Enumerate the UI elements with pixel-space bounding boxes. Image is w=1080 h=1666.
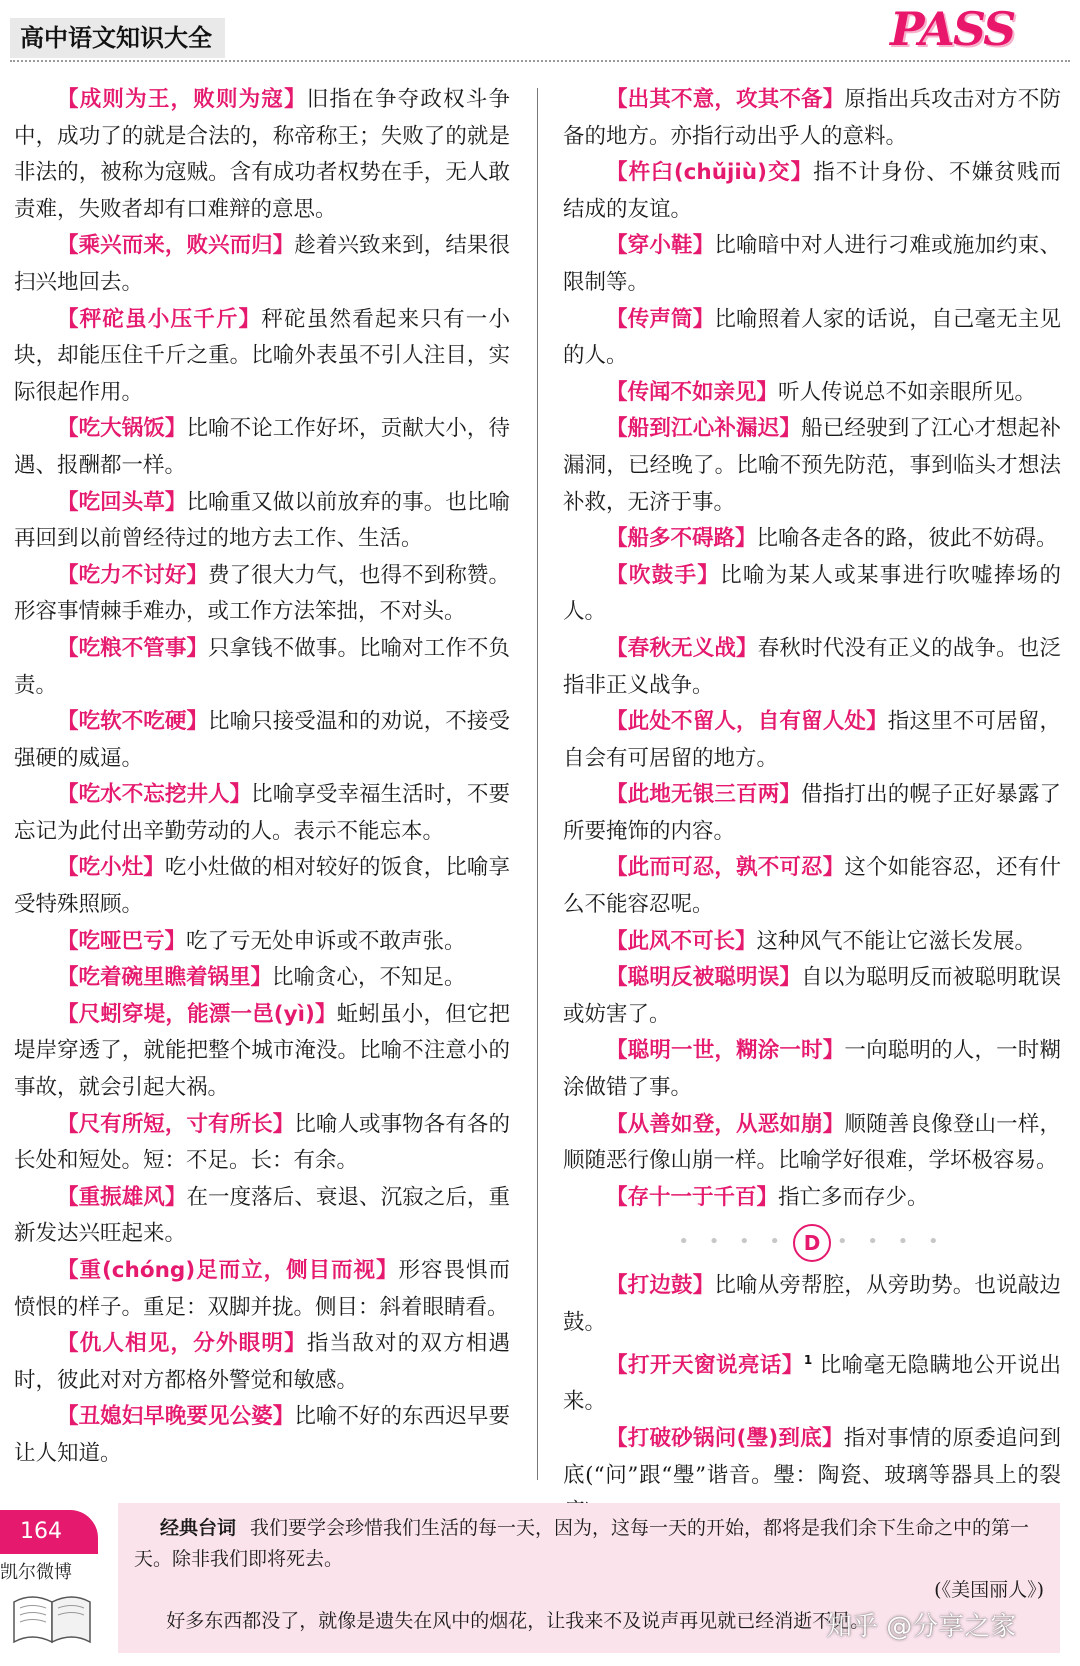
column-divider xyxy=(537,88,538,1480)
entry-term: 【尺蚓穿堤，能漂一邑(yì)】 xyxy=(57,1001,337,1027)
entry-term: 【此而可忍，孰不可忍】 xyxy=(606,855,845,881)
entry xyxy=(563,1268,1061,1341)
entry xyxy=(14,1253,510,1326)
quote-label: 经典台词 xyxy=(160,1517,237,1539)
entry xyxy=(14,82,510,228)
entry-term: 【从善如登，从恶如崩】 xyxy=(606,1111,845,1137)
entry-term: 【吃粮不管事】 xyxy=(57,635,209,661)
entry xyxy=(563,1033,1061,1106)
entry-term: 【重(chóng)足而立，侧目而视】 xyxy=(57,1258,399,1283)
pass-logo: PASS xyxy=(890,2,1015,56)
entry xyxy=(563,924,1061,961)
entry-term: 【船多不碍路】 xyxy=(606,526,757,552)
section-letter: D xyxy=(793,1224,831,1262)
entry-definition: 指不计身份、不嫌贫贱而结成的友谊。 xyxy=(563,160,1061,222)
page-header xyxy=(0,0,1080,62)
entry-term: 【出其不意，攻其不备】 xyxy=(606,87,845,112)
entry-term: 【吃回头草】 xyxy=(57,489,187,515)
entry-definition: 借指打出的幌子正好暴露了所要掩饰的内容。 xyxy=(563,782,1061,844)
watermark: 知乎 @分享之家 xyxy=(826,1612,1017,1642)
entry-term: 【穿小鞋】 xyxy=(606,233,715,259)
entry xyxy=(14,228,510,301)
entry-term: 【吃哑巴亏】 xyxy=(57,928,187,954)
entry-definition: 这种风气不能让它滋长发展。 xyxy=(756,928,1037,954)
entry xyxy=(14,960,510,997)
entry-term: 【船到江心补漏迟】 xyxy=(606,416,802,442)
book-title: 高中语文知识大全 xyxy=(10,18,225,58)
entry-definition: 比喻享受幸福生活时，不要忘记为此付出辛勤劳动的人。表示不能忘本。 xyxy=(14,782,510,844)
entry xyxy=(14,777,510,850)
entry-term-text: 【打开天窗说亮话】 xyxy=(606,1352,804,1378)
entry-term: 【秤砣虽小压千斤】 xyxy=(57,306,262,332)
entry xyxy=(14,1107,510,1180)
entry-definition: 一向聪明的人，一时糊涂做错了事。 xyxy=(563,1038,1061,1101)
entry-term: 【传闻不如亲见】 xyxy=(606,379,779,405)
entry-term: 【乘兴而来，败兴而归】 xyxy=(57,233,295,259)
entry xyxy=(563,155,1061,228)
entry-definition: 听人传说总不如亲眼所见。 xyxy=(778,379,1037,405)
entry-definition: 吃小灶做的相对较好的饭食，比喻享受特殊照顾。 xyxy=(14,855,510,918)
entry xyxy=(14,997,510,1107)
entry-definition: 指当敌对的双方相遇时，彼此对对方都格外警觉和敏感。 xyxy=(14,1331,510,1393)
entry xyxy=(14,558,510,631)
entry-definition: 比喻毫无隐瞒地公开说出来。 xyxy=(563,1352,1061,1415)
entry-definition: 比喻为某人或某事进行吹嘘捧场的人。 xyxy=(563,562,1061,625)
entry xyxy=(563,375,1061,412)
entry xyxy=(14,302,510,412)
entry xyxy=(563,411,1061,521)
entry-term: 【吃软不吃硬】 xyxy=(57,709,209,735)
entry-definition: 春秋时代没有正义的战争。也泛指非正义战争。 xyxy=(563,635,1061,698)
entry-term: 【丑媳妇早晚要见公婆】 xyxy=(57,1404,295,1430)
section-header-d xyxy=(563,1216,1061,1268)
entry-term: 【此风不可长】 xyxy=(606,928,757,954)
entry xyxy=(563,777,1061,850)
entry-definition: 比喻从旁帮腔，从旁助势。也说敲边鼓。 xyxy=(563,1273,1061,1335)
entry-definition: 只拿钱不做事。比喻对工作不负责。 xyxy=(14,635,510,698)
entry-term: 【聪明反被聪明误】 xyxy=(606,965,802,991)
entry-term xyxy=(606,1353,812,1378)
entry-term: 【打边鼓】 xyxy=(606,1273,715,1299)
entry-term: 【吃着碗里瞧着锅里】 xyxy=(57,965,273,991)
entry-definition: 指对事情的原委追问到底(“问”跟“璺”谐音。璺：陶瓷、玻璃等器具上的裂 xyxy=(563,1425,1061,1488)
entry xyxy=(14,411,510,484)
entry-definition: 秤砣虽然看起来只有一小块，却能压住千斤之重。比喻外表虽不引人注目，实际很起作用。 xyxy=(14,306,510,405)
entry-definition: 这个如能容忍，还有什么不能容忍呢。 xyxy=(563,855,1061,918)
entry-term: 【吃水不忘挖井人】 xyxy=(57,782,252,808)
entry-term: 【吃力不讨好】 xyxy=(57,562,209,588)
entry-term: 【此处不留人，自有留人处】 xyxy=(606,709,888,735)
left-column xyxy=(14,82,510,1473)
entry-term: 【传声筒】 xyxy=(606,306,715,332)
entry xyxy=(563,960,1061,1033)
footnote-mark: 1 xyxy=(803,1352,813,1367)
entry-definition: 费了很大力气，也得不到称赞。形容事情棘手难办，或工作方法笨拙，不对头。 xyxy=(14,562,510,625)
entry-term: 【吹鼓手】 xyxy=(606,562,721,588)
entry-definition: 在一度落后、衰退、沉寂之后，重新发达兴旺起来。 xyxy=(14,1184,510,1247)
entry-definition: 趁着兴致来到，结果很扫兴地回去。 xyxy=(14,233,510,295)
quote-1-text: 我们要学会珍惜我们生活的每一天，因为，这每一天的开始，都将是我们余下生命之中的第一天。除非我们即将死去。 xyxy=(134,1517,1030,1570)
entry xyxy=(563,228,1061,301)
quote-line-1 xyxy=(134,1513,1044,1575)
entry-definition: 比喻各走各的路，彼此不妨碍。 xyxy=(756,526,1058,552)
header-divider xyxy=(10,60,1070,62)
entry-definition: 原指出兵攻击对方不防备的地方。亦指行动出乎人的意料。 xyxy=(563,87,1061,149)
entry xyxy=(563,521,1061,558)
entry-term: 【聪明一世，糊涂一时】 xyxy=(606,1038,845,1064)
entry-definition: 比喻贪心，不知足。 xyxy=(272,965,466,991)
page-number: 164 xyxy=(0,1510,98,1554)
entry xyxy=(563,82,1061,155)
entry-definition: 指亡多而存少。 xyxy=(778,1184,929,1210)
entry-definition: 比喻不论工作好坏，贡献大小，待遇、报酬都一样。 xyxy=(14,416,510,478)
entry xyxy=(563,850,1061,923)
entry-definition: 形容畏惧而愤恨的样子。重足：双脚并拢。侧目：斜着眼睛看。 xyxy=(14,1258,510,1320)
entry-definition: 旧指在争夺政权斗争中，成功了的就是合法的，称帝称王；失败了的就是非法的，被称为寇贼。含有成功者权势在手，无人敢责难，失败者却有口难辩的意思。 xyxy=(14,87,510,222)
entry xyxy=(14,485,510,558)
side-label: 凯尔微博 xyxy=(0,1562,72,1583)
entry-term: 【吃大锅饭】 xyxy=(57,416,187,442)
section-dots-right: • • • • xyxy=(837,1231,946,1253)
entry xyxy=(14,1326,510,1399)
right-column xyxy=(563,82,1061,1531)
entry-definition: 自以为聪明反而被聪明耽误或妨害了。 xyxy=(563,965,1061,1027)
entry-definition: 指这里不可居留，自会有可居留的地方。 xyxy=(563,709,1061,771)
entry xyxy=(14,1180,510,1253)
entry-term: 【打破砂锅问(璺)到底】 xyxy=(606,1425,844,1451)
entry xyxy=(14,924,510,961)
entry-term: 【重振雄风】 xyxy=(57,1184,187,1210)
entry-definition: 吃了亏无处申诉或不敢声张。 xyxy=(186,928,466,954)
entry xyxy=(14,704,510,777)
entry-term: 【尺有所短，寸有所长】 xyxy=(57,1111,295,1137)
entry-term: 【仇人相见，分外眼明】 xyxy=(57,1331,307,1357)
entry xyxy=(563,558,1061,631)
quote-2-text: 好多东西都没了，就像是遗失在风中的烟花，让我来不及说声再见就已经消逝不见。 xyxy=(166,1610,870,1632)
entry-definition: 比喻人或事物各有各的长处和短处。短：不足。长：有余。 xyxy=(14,1111,510,1174)
entry xyxy=(563,302,1061,375)
entry-term: 【成则为王，败则为寇】 xyxy=(57,87,307,112)
entry xyxy=(563,1342,1061,1421)
entry-definition: 比喻暗中对人进行刁难或施加约束、限制等。 xyxy=(563,233,1061,295)
entry-definition: 蚯蚓虽小，但它把堤岸穿透了，就能把整个城市淹没。比喻不注意小的事故，就会引起大祸。 xyxy=(14,1001,510,1101)
entry-term: 【春秋无义战】 xyxy=(606,635,758,661)
entry-term: 【吃小灶】 xyxy=(57,855,165,881)
entry-term: 【存十一于千百】 xyxy=(606,1184,779,1210)
entry-definition: 船已经驶到了江心才想起补漏洞，已经晚了。比喻不预先防范，事到临头才想法补救，无济于事。 xyxy=(563,416,1061,515)
entry-definition: 比喻照着人家的话说，自己毫无主见的人。 xyxy=(563,306,1061,369)
entry xyxy=(563,1107,1061,1180)
entry-definition: 顺随善良像登山一样，顺随恶行像山崩一样。比喻学好很难，学坏极容易。 xyxy=(563,1111,1061,1174)
open-book-icon xyxy=(10,1584,94,1648)
entry-definition: 比喻重又做以前放弃的事。也比喻再回到以前曾经待过的地方去工作、生活。 xyxy=(14,489,510,552)
entry xyxy=(14,1399,510,1472)
entry-definition: 比喻不好的东西迟早要让人知道。 xyxy=(14,1404,510,1466)
entry xyxy=(14,850,510,923)
entry xyxy=(563,631,1061,704)
entry-definition: 比喻只接受温和的劝说，不接受强硬的威逼。 xyxy=(14,709,510,771)
quote-source: (《美国丽人》) xyxy=(934,1579,1044,1601)
entry xyxy=(563,1180,1061,1217)
section-dots-left: • • • • xyxy=(678,1231,787,1253)
entry xyxy=(14,631,510,704)
entry-term: 【此地无银三百两】 xyxy=(606,782,802,808)
entry xyxy=(563,704,1061,777)
entry-term: 【杵臼(chǔjiù)交】 xyxy=(606,160,814,186)
